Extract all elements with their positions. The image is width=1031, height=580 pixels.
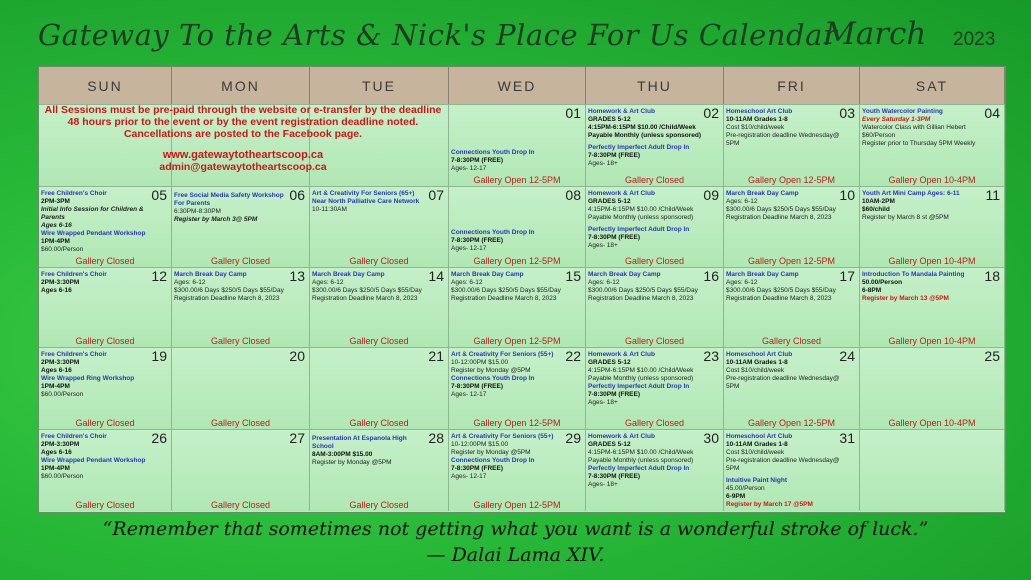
quote xyxy=(0,516,1031,568)
event-details xyxy=(312,271,434,303)
gallery-status: Gallery Open 12-5PM xyxy=(473,418,561,428)
event-line: Register by March 3@ 5PM xyxy=(174,216,258,223)
event-line: 4:15PM-6:15PM $10.00 /Child/Week xyxy=(588,124,696,131)
month-label: March xyxy=(824,16,927,52)
day-cell[interactable] xyxy=(724,267,860,347)
event-line: Wire Wrapped Pendant Workshop xyxy=(41,230,146,237)
event-line: 4:15PM-6:15PM $10.00 /Child/Week xyxy=(588,206,694,213)
day-number: 24 xyxy=(839,348,855,364)
event-line: March Break Day Camp xyxy=(451,271,524,278)
day-cell[interactable] xyxy=(860,104,1005,186)
day-header-fri: FRI xyxy=(724,67,860,104)
gallery-status: Gallery Open 10-4PM xyxy=(888,418,976,428)
event-line: School xyxy=(312,443,334,450)
gallery-status: Gallery Closed xyxy=(210,500,271,510)
event-details xyxy=(451,351,571,399)
calendar-title: Gateway To the Arts & Nick's Place For Us Calendar xyxy=(38,18,838,52)
day-header-wed: WED xyxy=(449,67,586,104)
day-cell[interactable] xyxy=(39,267,172,347)
event-line: 7-8:30PM (FREE) xyxy=(451,383,504,390)
event-line: Ages- 18+ xyxy=(588,481,618,488)
day-number: 26 xyxy=(151,430,167,446)
event-line: Ages: 6-12 xyxy=(174,279,206,286)
event-details xyxy=(862,190,990,222)
gallery-status: Gallery Open 12-5PM xyxy=(473,256,561,266)
day-cell[interactable] xyxy=(860,267,1005,347)
gallery-status: Gallery Closed xyxy=(210,256,271,266)
event-line: Payable Monthly (unless sponsored) xyxy=(588,375,694,382)
event-line: Pre-registration deadline Wednesday@ 5PM xyxy=(726,375,840,390)
event-line: Registration Deadline March 8, 2023 xyxy=(174,295,280,302)
gallery-status: Gallery Closed xyxy=(349,256,409,266)
event-line: March Break Day Camp xyxy=(312,271,385,278)
event-line: Presentation At Espanola High xyxy=(312,435,407,442)
quote-text: “Remember that sometimes not getting what you want is a wonderful stroke of luck.” xyxy=(102,518,929,540)
event-line: GRADES 5-12 xyxy=(588,359,631,366)
event-line: Art & Creativity For Seniors (65+) xyxy=(312,190,415,197)
day-cell[interactable] xyxy=(39,429,172,511)
day-number: 11 xyxy=(985,187,1000,203)
event-line: March Break Day Camp xyxy=(726,190,799,197)
event-line: Ages- 12-17 xyxy=(451,473,487,480)
event-line: Ages 6-16 xyxy=(41,287,72,294)
event-details xyxy=(588,351,709,407)
event-line: 7-8:30PM (FREE) xyxy=(588,473,641,480)
event-line: $300.00/6 Days $250/5 Days $55/Day xyxy=(726,206,836,213)
event-line: Homework & Art Club xyxy=(588,351,655,358)
day-cell[interactable] xyxy=(724,429,860,511)
day-cell[interactable] xyxy=(449,267,586,347)
event-line: Perfectly Imperfect Adult Drop In xyxy=(588,226,690,233)
event-line: Cost $10/child/week xyxy=(726,367,785,374)
event-line: 10-11AM Grades 1-8 xyxy=(726,441,788,448)
gallery-status: Gallery Closed xyxy=(75,256,135,266)
event-line: Free Social Media Safety Workshop xyxy=(174,192,284,199)
event-line: Registration Deadline March 8, 2023 xyxy=(451,295,557,302)
event-line: 4:15PM-6:15PM $10.00 /Child/Week xyxy=(588,449,694,456)
event-line: 1PM-4PM xyxy=(41,238,70,245)
event-line: Payable Monthly (unless sponsored) xyxy=(588,214,694,221)
gallery-status: Gallery Closed xyxy=(349,418,409,428)
gallery-status: Gallery Open 12-5PM xyxy=(747,256,836,266)
event-line: Registration Deadline March 8, 2023 xyxy=(726,295,832,302)
day-cell[interactable] xyxy=(172,429,310,511)
day-cell[interactable] xyxy=(586,429,724,511)
day-cell[interactable] xyxy=(860,186,1005,267)
event-details xyxy=(41,190,157,254)
event-line: 2PM-3:30PM xyxy=(41,441,80,448)
day-cell[interactable] xyxy=(724,186,860,267)
event-line: Payable Monthly (unless sponsored) xyxy=(588,132,702,139)
day-cell[interactable] xyxy=(860,429,1005,511)
event-details xyxy=(174,271,295,303)
event-line: Connections Youth Drop In xyxy=(451,229,535,236)
event-line: Art & Creativity For Seniors (55+) xyxy=(451,433,554,440)
day-cell[interactable] xyxy=(172,186,310,267)
day-cell[interactable] xyxy=(586,104,724,186)
day-cell[interactable] xyxy=(172,267,310,347)
event-line: Ages: 6-12 xyxy=(726,279,758,286)
day-number: 19 xyxy=(151,348,167,364)
event-line: Ages: 6-12 xyxy=(726,198,758,205)
event-line: Ages- 18+ xyxy=(588,242,618,249)
gallery-status: Gallery Closed xyxy=(75,418,135,428)
event-line: Register by Monday @5PM xyxy=(451,449,531,456)
event-line: Free Children's Choir xyxy=(41,190,107,197)
event-line: Ages- 18+ xyxy=(588,399,618,406)
gallery-status: Gallery Open 10-4PM xyxy=(888,336,976,346)
event-line: Intuitive Paint Night xyxy=(726,477,788,484)
event-line: 6-9PM xyxy=(726,493,746,500)
event-line: GRADES 5-12 xyxy=(588,198,631,205)
day-cell[interactable] xyxy=(310,347,449,429)
event-line: 10-11AM Grades 1-8 xyxy=(726,359,788,366)
day-header-sun: SUN xyxy=(39,67,172,104)
event-line: Homeschool Art Club xyxy=(726,351,793,358)
day-number: 16 xyxy=(703,268,719,284)
event-line: Wire Wrapped Ring Workshop xyxy=(41,375,135,382)
event-line: Free Children's Choir xyxy=(41,271,107,278)
day-number: 10 xyxy=(839,187,855,203)
day-number: 29 xyxy=(565,430,581,446)
event-line: Ages 6-16 xyxy=(41,367,72,374)
event-line: 7-8:30PM (FREE) xyxy=(588,152,641,159)
event-details xyxy=(862,108,990,148)
day-number: 02 xyxy=(703,105,719,121)
event-line: Ages- 12-17 xyxy=(451,245,487,252)
quote-author: — Dalai Lama XIV. xyxy=(426,544,605,566)
day-cell[interactable] xyxy=(724,347,860,429)
day-number: 07 xyxy=(428,187,444,203)
day-number: 21 xyxy=(428,348,444,364)
event-line: Ages 6-16 xyxy=(41,222,72,229)
gallery-status: Gallery Open 12-5PM xyxy=(473,336,561,346)
event-line: $300.00/6 Days $250/5 Days $55/Day xyxy=(174,287,284,294)
day-number: 22 xyxy=(565,348,581,364)
day-header-tue: TUE xyxy=(310,67,449,104)
event-line: Register by March 8 st @5PM xyxy=(862,214,949,221)
day-number: 04 xyxy=(984,105,1000,121)
day-cell[interactable] xyxy=(860,347,1005,429)
event-line: $300.00/6 Days $250/5 Days $55/Day xyxy=(312,287,422,294)
event-line: March Break Day Camp xyxy=(174,271,247,278)
gallery-status: Gallery Closed xyxy=(75,336,135,346)
day-number: 03 xyxy=(839,105,855,121)
event-line: Youth Watercolor Painting xyxy=(862,108,943,115)
event-line: Connections Youth Drop In xyxy=(451,149,535,156)
event-line: GRADES 5-12 xyxy=(588,441,631,448)
event-line: 7-8:30PM (FREE) xyxy=(588,234,641,241)
day-cell[interactable] xyxy=(449,429,586,511)
event-details xyxy=(451,149,571,173)
event-line: Ages: 6-12 xyxy=(312,279,344,286)
event-line: Perfectly Imperfect Adult Drop In xyxy=(588,465,690,472)
event-line: Ages 6-16 xyxy=(41,449,72,456)
event-line: 2PM-3:30PM xyxy=(41,359,80,366)
event-line: March Break Day Camp xyxy=(588,271,661,278)
event-line: $60.00/Person xyxy=(41,473,84,480)
event-line: Payable Monthly (unless sponsored) xyxy=(588,457,694,464)
event-line: Ages: 6-12 xyxy=(451,279,483,286)
day-number: 06 xyxy=(289,187,305,203)
event-details xyxy=(726,190,845,222)
event-line: 10AM-2PM xyxy=(862,198,895,205)
event-line: 45.00/Person xyxy=(726,485,765,492)
event-details xyxy=(41,271,157,295)
event-line: Watercolor Class with Gillian Hebert $60/Person xyxy=(862,124,966,139)
day-number: 23 xyxy=(703,348,719,364)
day-number: 08 xyxy=(565,187,581,203)
event-details xyxy=(726,271,845,303)
gallery-status: Gallery Closed xyxy=(349,500,409,510)
day-cell[interactable] xyxy=(449,104,586,186)
gallery-status: Gallery Closed xyxy=(75,500,135,510)
event-line: 10-12:00PM $15.00 xyxy=(451,441,509,448)
event-line: Perfectly Imperfect Adult Drop In xyxy=(588,383,690,390)
event-line: $300.00/6 Days $250/5 Days $55/Day xyxy=(451,287,561,294)
event-line: 7-8:30PM (FREE) xyxy=(451,157,504,164)
event-details xyxy=(588,190,709,250)
event-line: 50.00/Person xyxy=(862,279,903,286)
day-number: 31 xyxy=(839,430,855,446)
day-number: 18 xyxy=(984,268,1000,284)
event-line: Pre-registration deadline Wednesday@ 5PM xyxy=(726,457,840,472)
year-label: 2023 xyxy=(953,29,996,50)
day-cell[interactable] xyxy=(310,429,449,511)
gallery-status: Gallery Open 12-5PM xyxy=(747,418,836,428)
website-link[interactable]: www.gatewaytotheartscoop.ca xyxy=(162,149,324,161)
day-number: 20 xyxy=(289,348,305,364)
event-details xyxy=(41,433,157,481)
event-line: 2PM-3PM xyxy=(41,198,70,205)
day-number: 17 xyxy=(839,268,855,284)
event-line: Homeschool Art Club xyxy=(726,433,793,440)
event-line: $300.00/6 Days $250/5 Days $55/Day xyxy=(588,287,698,294)
event-line: Initial Info Session for Children & Parents xyxy=(41,206,144,221)
event-details xyxy=(312,435,434,467)
day-number: 01 xyxy=(565,105,581,121)
event-details xyxy=(588,108,709,168)
event-details xyxy=(451,271,571,303)
event-line: Connections Youth Drop In xyxy=(451,375,535,382)
gallery-status: Gallery Closed xyxy=(210,336,271,346)
day-number: 15 xyxy=(565,268,581,284)
event-line: Homework & Art Club xyxy=(588,108,655,115)
event-line: Perfectly Imperfect Adult Drop In xyxy=(588,144,690,151)
day-cell[interactable] xyxy=(310,267,449,347)
event-details xyxy=(41,351,157,399)
event-line: 4:15PM-6:15PM $10.00 /Child/Week xyxy=(588,367,694,374)
email-link[interactable]: admin@gatewaytotheartscoop.ca xyxy=(159,161,327,173)
gallery-status: Gallery Closed xyxy=(624,336,685,346)
gallery-status: Gallery Closed xyxy=(624,256,685,266)
event-line: Register prior to Thursday 5PM Weekly xyxy=(862,140,976,147)
event-line: Cost $10/child/week xyxy=(726,124,785,131)
event-line: Every Saturday 1-3PM xyxy=(862,116,931,123)
day-cell[interactable] xyxy=(586,186,724,267)
event-line: Pre-registration deadline Wednesday@ 5PM xyxy=(726,132,840,147)
day-number: 05 xyxy=(151,187,167,203)
day-number: 14 xyxy=(428,268,444,284)
day-cell[interactable] xyxy=(172,347,310,429)
event-line: Free Children's Choir xyxy=(41,433,107,440)
gallery-status: Gallery Open 12-5PM xyxy=(473,175,561,185)
day-number: 27 xyxy=(289,430,305,446)
gallery-status: Gallery Open 10-4PM xyxy=(888,256,976,266)
day-cell[interactable] xyxy=(586,347,724,429)
day-number: 09 xyxy=(703,187,719,203)
gallery-status: Gallery Closed xyxy=(624,418,685,428)
event-line: Register by Monday @5PM xyxy=(451,367,531,374)
event-line: Ages- 12-17 xyxy=(451,391,487,398)
event-line: Ages- 12-17 xyxy=(451,165,487,172)
day-number: 13 xyxy=(289,268,305,284)
event-line: Registration Deadline March 8, 2023 xyxy=(588,295,694,302)
event-line: Register by March 17 @5PM xyxy=(726,501,813,508)
day-header-sat: SAT xyxy=(860,67,1005,104)
event-details xyxy=(312,190,434,214)
event-line: Art & Creativity For Seniors (55+) xyxy=(451,351,554,358)
event-line: 1PM-4PM xyxy=(41,383,70,390)
event-line: 7-8:30PM (FREE) xyxy=(451,465,504,472)
event-line: Homework & Art Club xyxy=(588,190,655,197)
event-line: 6-8PM xyxy=(862,287,882,294)
gallery-status: Gallery Open 12-5PM xyxy=(473,500,561,510)
event-line: Register by March 13 @5PM xyxy=(862,295,949,302)
event-line: 2PM-3:30PM xyxy=(41,279,80,286)
notice-text: All Sessions must be pre-paid through the website or e-transfer by the deadline 48 hours prior to the event or by the event registration deadline noted. Cancellations are posted to the Facebook page. xyxy=(44,104,442,140)
event-details xyxy=(451,433,571,481)
day-header-mon: MON xyxy=(172,67,310,104)
event-details xyxy=(862,271,990,303)
event-line: Registration Deadline March 8, 2023 xyxy=(312,295,418,302)
event-details xyxy=(726,108,845,148)
event-line: 1PM-4PM xyxy=(41,465,70,472)
day-cell[interactable] xyxy=(724,104,860,186)
event-line: 6:30PM-8:30PM xyxy=(174,208,221,215)
day-number: 28 xyxy=(428,430,444,446)
gallery-status: Gallery Closed xyxy=(761,336,822,346)
day-number: 12 xyxy=(151,268,167,284)
event-line: Youth Art Mini Camp Ages: 6-11 xyxy=(862,190,960,197)
gallery-status: Gallery Closed xyxy=(624,175,685,185)
event-line: 7-8:30PM (FREE) xyxy=(451,237,504,244)
gallery-status: Gallery Closed xyxy=(210,418,271,428)
event-line: Wire Wrapped Pendant Workshop xyxy=(41,457,146,464)
event-line: Homework & Art Club xyxy=(588,433,655,440)
event-line: $60.00/Person xyxy=(41,246,84,253)
event-details xyxy=(451,229,571,253)
event-line: $300.00/6 Days $250/5 Days $55/Day xyxy=(726,287,836,294)
event-line: $60.00/Person xyxy=(41,391,84,398)
day-cell[interactable] xyxy=(449,347,586,429)
event-line: 8AM-3:00PM $15.00 xyxy=(312,451,373,458)
day-header-thu: THU xyxy=(586,67,724,104)
event-details xyxy=(726,351,845,391)
event-details xyxy=(588,271,709,303)
event-line: March Break Day Camp xyxy=(726,271,799,278)
event-line: GRADES 5-12 xyxy=(588,116,631,123)
gallery-status: Gallery Open 12-5PM xyxy=(747,175,836,185)
event-line: Connections Youth Drop In xyxy=(451,457,535,464)
event-line: Introduction To Mandala Painting xyxy=(862,271,965,278)
payment-notice xyxy=(38,104,448,173)
gallery-status: Gallery Closed xyxy=(349,336,409,346)
event-line: Ages: 6-12 xyxy=(588,279,620,286)
day-cell[interactable] xyxy=(586,267,724,347)
event-line: Ages- 18+ xyxy=(588,160,618,167)
day-number: 30 xyxy=(703,430,719,446)
day-cell[interactable] xyxy=(39,347,172,429)
event-line: For Parents xyxy=(174,200,211,207)
event-details xyxy=(726,433,845,509)
event-line: 10-11:30AM xyxy=(312,206,347,213)
event-details xyxy=(174,192,295,224)
event-line: Free Children's Choir xyxy=(41,351,107,358)
day-cell[interactable] xyxy=(310,186,449,267)
event-line: Register by Monday @5PM xyxy=(312,459,392,466)
event-line: Registration Deadline March 8, 2023 xyxy=(726,214,832,221)
day-cell[interactable] xyxy=(449,186,586,267)
event-line: Cost $10/child/week xyxy=(726,449,785,456)
day-cell[interactable] xyxy=(39,186,172,267)
gallery-status: Gallery Open 10-4PM xyxy=(888,175,976,185)
event-line: 10-12:00PM $15.00 xyxy=(451,359,509,366)
event-line: $60/child xyxy=(862,206,890,213)
event-line: Near North Palliative Care Network xyxy=(312,198,420,205)
event-line: 7-8:30PM (FREE) xyxy=(588,391,641,398)
event-details xyxy=(588,433,709,489)
event-line: 10-11AM Grades 1-8 xyxy=(726,116,788,123)
day-number: 25 xyxy=(984,348,1000,364)
event-line: Homeschool Art Club xyxy=(726,108,793,115)
